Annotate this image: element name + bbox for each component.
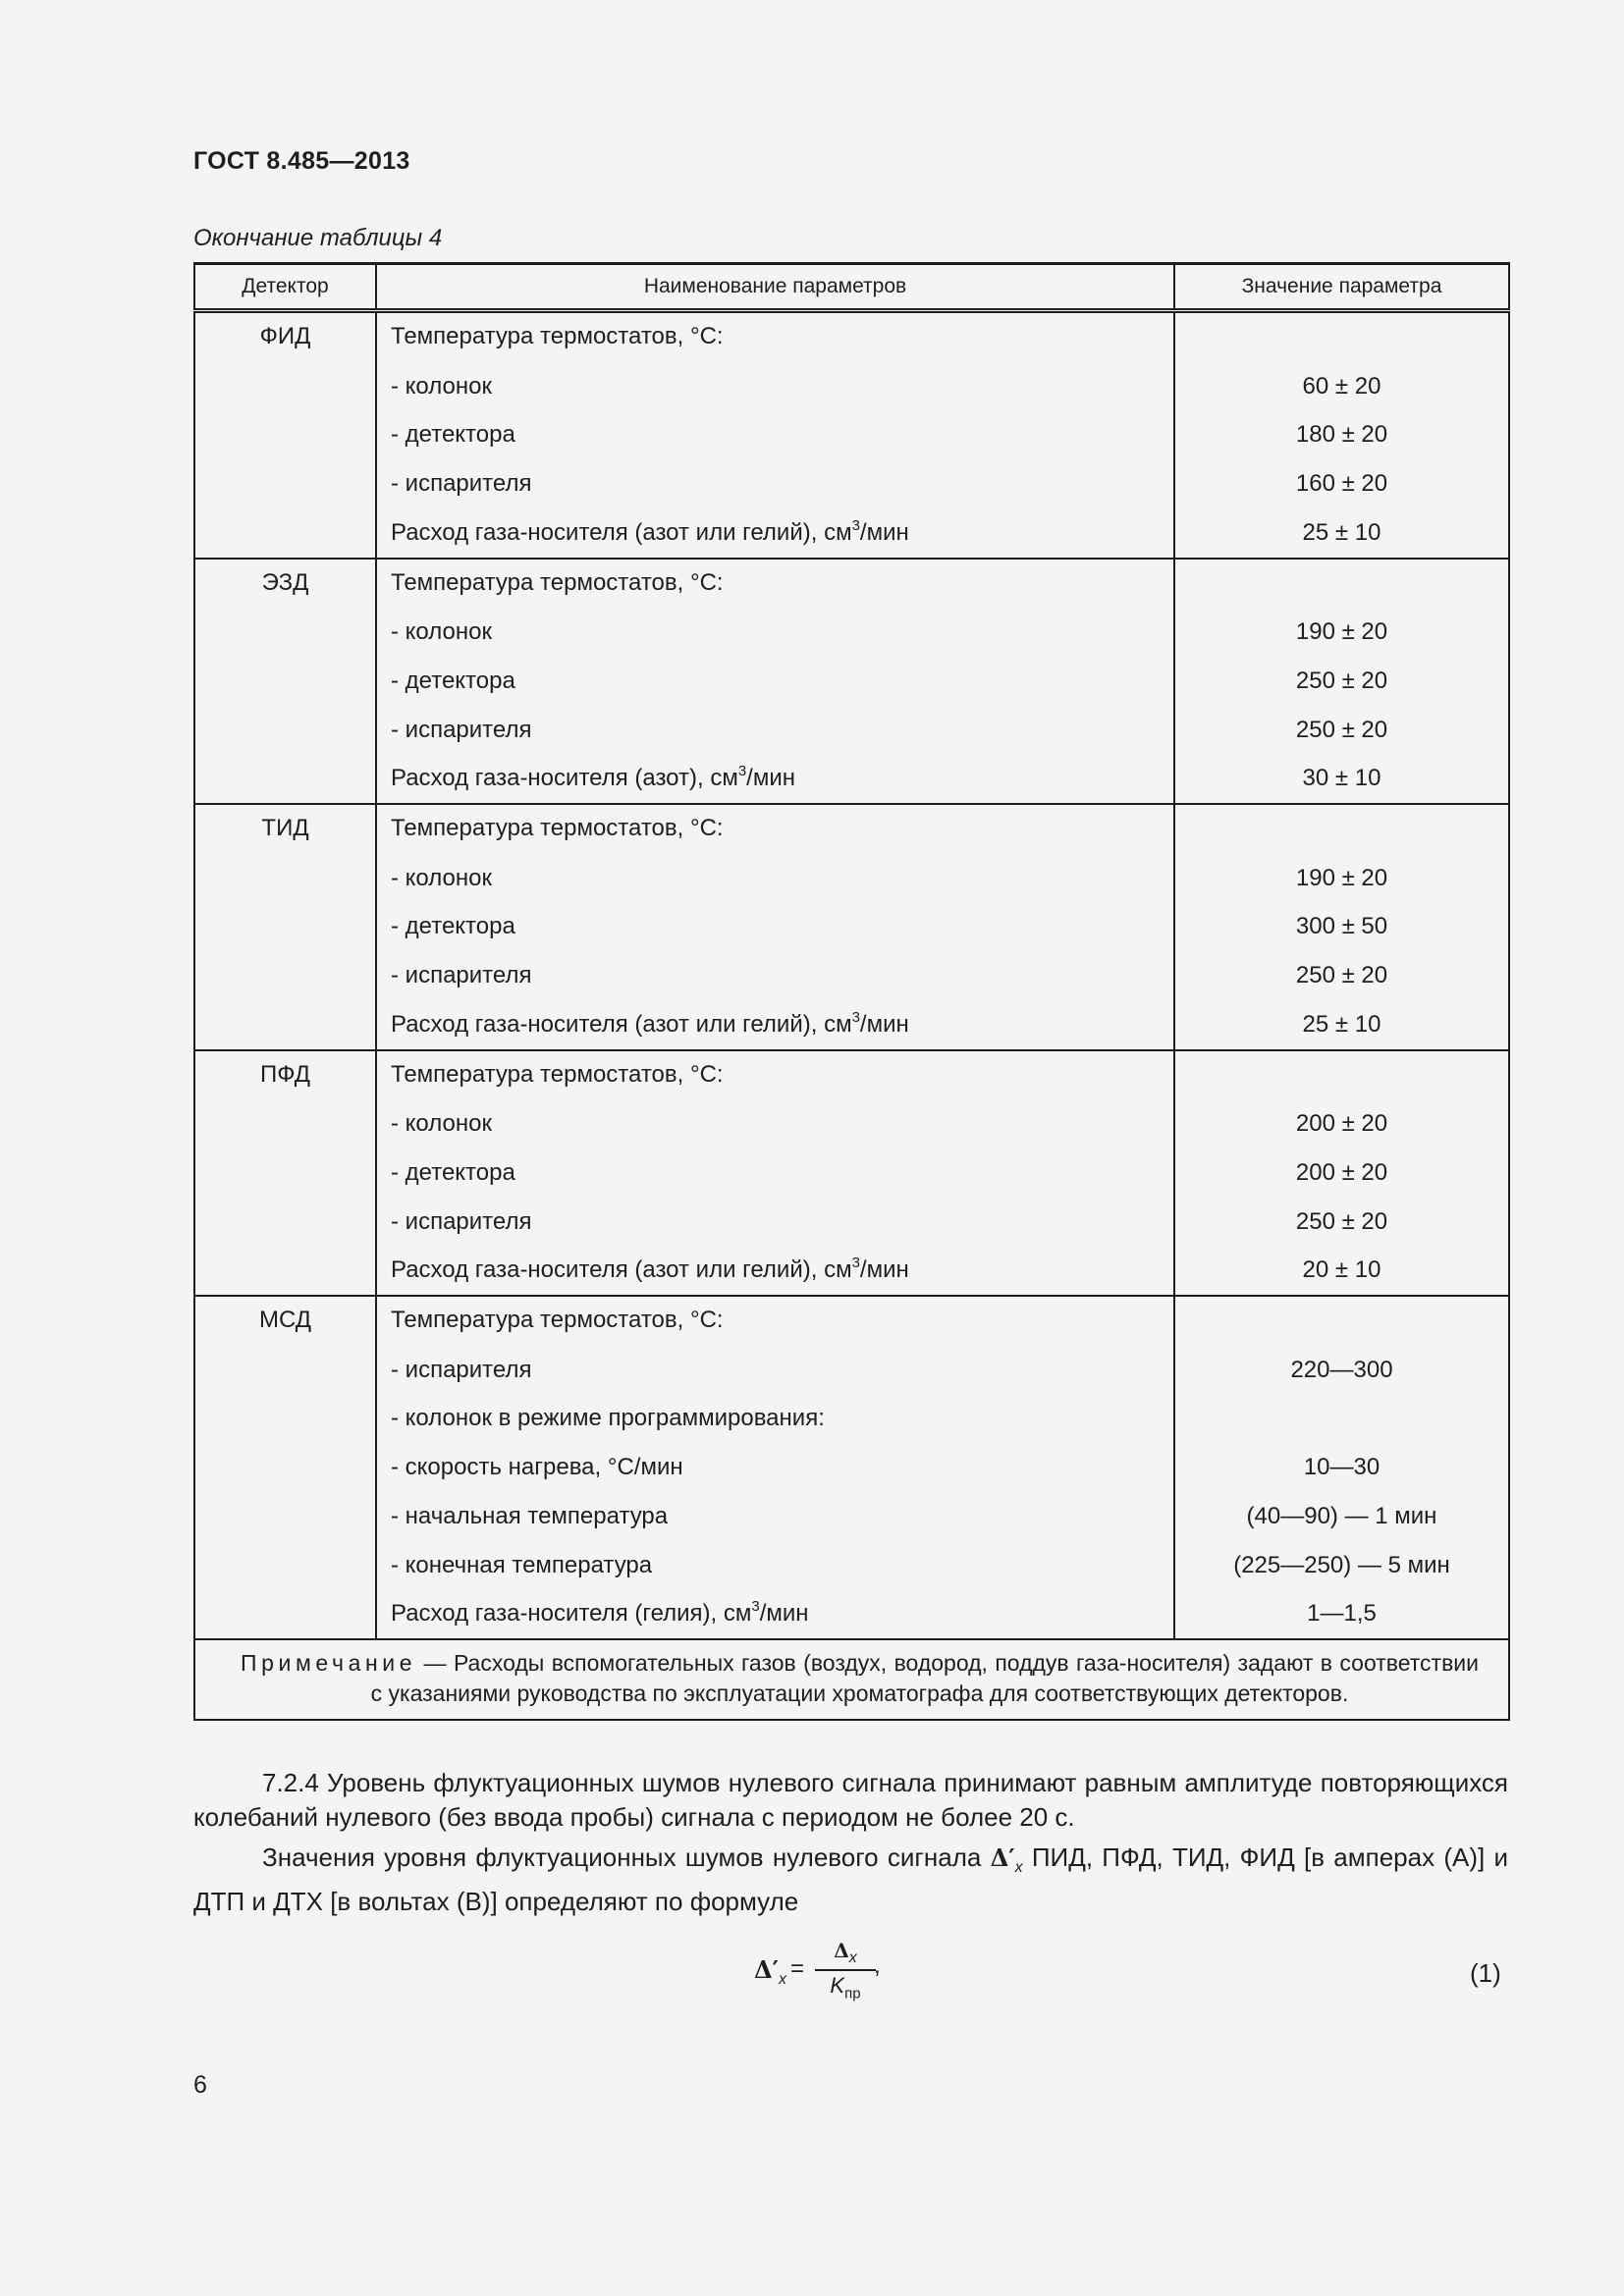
parameter-value-cell: 250 ± 20 [1174, 951, 1509, 1000]
table-row [194, 410, 1509, 459]
parameter-value-cell [1174, 1296, 1509, 1346]
table-row [194, 1000, 1509, 1050]
parameter-name: - испарителя [391, 470, 532, 498]
parameter-value-cell: (225—250) — 5 мин [1174, 1541, 1509, 1590]
unit-suffix: /мин [859, 1256, 909, 1284]
parameter-value-cell: 250 ± 20 [1174, 1198, 1509, 1247]
unit-exponent: 3 [851, 516, 860, 534]
parameter-name: - колонок [391, 1110, 492, 1138]
table-row [194, 754, 1509, 804]
parameter-name-cell [376, 854, 1174, 903]
formula-numerator-symbol: Δ [834, 1939, 849, 1962]
parameter-name-cell [376, 1443, 1174, 1492]
delta-prime-symbol: Δ′ [990, 1843, 1015, 1872]
parameter-name-cell [376, 1000, 1174, 1050]
parameter-value-cell [1174, 311, 1509, 362]
parameter-value-cell: 200 ± 20 [1174, 1148, 1509, 1198]
formula-denominator-subscript: пр [844, 1985, 861, 2002]
table-row [194, 951, 1509, 1000]
parameter-value-cell: 20 ± 10 [1174, 1246, 1509, 1296]
page-number: 6 [193, 2071, 207, 2099]
parameter-name-cell [376, 1541, 1174, 1590]
parameter-name: Температура термостатов, °С: [391, 1307, 724, 1333]
table-row [194, 1541, 1509, 1590]
parameter-name: - испарителя [391, 1356, 532, 1383]
column-header-value: Значение параметра [1174, 264, 1509, 311]
parameter-name: - начальная температура [391, 1502, 669, 1529]
table-row [194, 362, 1509, 411]
table-row [194, 1050, 1509, 1100]
unit-exponent: 3 [851, 1255, 860, 1272]
formula-denominator [815, 1971, 876, 2002]
parameter-name-cell [376, 410, 1174, 459]
parameter-value-cell: 250 ± 20 [1174, 657, 1509, 706]
parameter-name: - колонок [391, 372, 492, 400]
parameter-name-cell [376, 1492, 1174, 1541]
table-row [194, 1296, 1509, 1346]
parameter-name-cell [376, 559, 1174, 609]
parameter-name: - скорость нагрева, °С/мин [391, 1454, 683, 1481]
parameter-name-cell [376, 1346, 1174, 1395]
parameter-name-cell [376, 657, 1174, 706]
parameter-name: - испарителя [391, 1207, 532, 1235]
parameter-value-cell [1174, 1394, 1509, 1443]
parameter-value-cell: 180 ± 20 [1174, 410, 1509, 459]
parameter-value-cell: 250 ± 20 [1174, 706, 1509, 755]
table-row [194, 1246, 1509, 1296]
table-row [194, 1443, 1509, 1492]
parameter-name: Расход газа-носителя (азот или гелий), [391, 518, 825, 546]
parameter-name: - детектора [391, 421, 515, 449]
table-row [194, 804, 1509, 854]
paragraph-text-part-2: ПИД, ПФД, ТИД, ФИД [в амперах (А)] и ДТП и ДТХ [в вольтах (В)] определяют по формуле [193, 1842, 1508, 1917]
parameter-name-cell [376, 951, 1174, 1000]
table-row [194, 657, 1509, 706]
parameter-name: Температура термостатов, °С: [391, 815, 724, 841]
parameter-name: - детектора [391, 667, 515, 694]
formula-denominator-symbol: K [830, 1973, 845, 1998]
table-row [194, 1394, 1509, 1443]
parameter-name: Расход газа-носителя (азот или гелий), [391, 1256, 825, 1284]
parameter-value-cell: 220—300 [1174, 1346, 1509, 1395]
table-row [194, 1589, 1509, 1639]
parameter-value-cell: 25 ± 10 [1174, 1000, 1509, 1050]
formula-fraction [815, 1939, 876, 2002]
unit-suffix: /мин [859, 1010, 909, 1038]
parameter-name-cell [376, 1589, 1174, 1639]
note-text: — Расходы вспомогательных газов (воздух, водород, поддув газа-носителя) задают в соответствии с указаниями руководства по эксплуатации хроматографа для соответствующих детекторов. [370, 1649, 1479, 1706]
formula-lhs-subscript: x [778, 1970, 786, 1988]
parameter-value-cell: 190 ± 20 [1174, 854, 1509, 903]
parameter-name: Расход газа-носителя (азот или гелий), [391, 1010, 825, 1038]
parameter-name: Температура термостатов, °С: [391, 568, 724, 596]
parameter-name-cell [376, 754, 1174, 804]
parameter-name: - детектора [391, 913, 515, 940]
table-row [194, 1099, 1509, 1148]
formula-numerator [815, 1939, 876, 1971]
parameter-name: Расход газа-носителя (гелия), [391, 1600, 724, 1628]
unit-suffix: /мин [859, 518, 909, 546]
paragraph-7-2-4: 7.2.4 Уровень флуктуационных шумов нулевого сигнала принимают равным амплитуде повторяющихся колебаний нулевого (без ввода пробы) сигнала с периодом не более 20 с. [193, 1768, 1508, 1832]
unit-prefix: см [824, 1010, 852, 1038]
formula-equals: = [790, 1955, 805, 1982]
parameter-name-cell [376, 902, 1174, 951]
parameter-value-cell: 300 ± 50 [1174, 902, 1509, 951]
parameter-name: - конечная температура [391, 1551, 653, 1578]
table-row [194, 1492, 1509, 1541]
unit-prefix: см [824, 518, 852, 546]
unit-suffix: /мин [759, 1600, 809, 1628]
unit-prefix: см [723, 1600, 752, 1628]
parameter-value-cell [1174, 804, 1509, 854]
parameter-name-cell [376, 1198, 1174, 1247]
parameter-name-cell [376, 804, 1174, 854]
parameter-value-cell: 160 ± 20 [1174, 459, 1509, 508]
table-row [194, 1346, 1509, 1395]
formula-comma: , [874, 1952, 881, 1979]
parameter-name: - колонок в режиме программирования: [391, 1405, 825, 1432]
parameter-value-cell: 200 ± 20 [1174, 1099, 1509, 1148]
parameter-value-cell: 25 ± 10 [1174, 508, 1509, 559]
delta-subscript: x [1014, 1859, 1023, 1877]
table-row [194, 1198, 1509, 1247]
parameter-value-cell: 190 ± 20 [1174, 608, 1509, 657]
table-row [194, 1148, 1509, 1198]
parameter-name: Температура термостатов, °С: [391, 1060, 724, 1088]
formula-lhs [754, 1955, 786, 1989]
parameter-value-cell: (40—90) — 1 мин [1174, 1492, 1509, 1541]
parameter-value-cell: 10—30 [1174, 1443, 1509, 1492]
parameter-name-cell [376, 1148, 1174, 1198]
paragraph-text-part-1: Значения уровня флуктуационных шумов нулевого сигнала [262, 1842, 991, 1872]
unit-exponent: 3 [737, 763, 747, 780]
unit-prefix: см [824, 1256, 852, 1284]
parameter-name: - испарителя [391, 962, 532, 989]
table-row [194, 508, 1509, 559]
table-row [194, 608, 1509, 657]
unit-exponent: 3 [851, 1008, 860, 1026]
unit-prefix: см [710, 765, 738, 792]
note-label: Примечание [241, 1649, 417, 1676]
table-note-row [194, 1639, 1509, 1720]
table-row [194, 706, 1509, 755]
detector-cell: МСД [194, 1296, 376, 1639]
unit-exponent: 3 [751, 1598, 760, 1616]
parameter-name-cell [376, 608, 1174, 657]
parameter-name: - испарителя [391, 716, 532, 743]
parameter-name-cell [376, 362, 1174, 411]
table-caption: Окончание таблицы 4 [193, 225, 443, 251]
parameter-name-cell [376, 459, 1174, 508]
parameter-name-cell [376, 1050, 1174, 1100]
parameter-name-cell [376, 706, 1174, 755]
parameter-name: Температура термостатов, °С: [391, 323, 724, 349]
parameter-name-cell [376, 1394, 1174, 1443]
table-row [194, 902, 1509, 951]
parameter-name-cell [376, 1296, 1174, 1346]
paragraph-noise-values [193, 1841, 1508, 1919]
unit-suffix: /мин [746, 765, 795, 792]
parameter-value-cell: 30 ± 10 [1174, 754, 1509, 804]
parameter-name: Расход газа-носителя (азот), [391, 765, 711, 792]
table-note [194, 1639, 1509, 1720]
detector-cell: ТИД [194, 804, 376, 1050]
column-header-parameter: Наименование параметров [376, 264, 1174, 311]
parameter-name: - колонок [391, 618, 492, 646]
document-header: ГОСТ 8.485—2013 [193, 147, 410, 175]
parameter-value-cell: 60 ± 20 [1174, 362, 1509, 411]
formula-lhs-symbol: Δ′ [754, 1955, 779, 1984]
table-row [194, 459, 1509, 508]
parameter-value-cell: 1—1,5 [1174, 1589, 1509, 1639]
parameter-value-cell [1174, 559, 1509, 609]
parameter-value-cell [1174, 1050, 1509, 1100]
table-row [194, 854, 1509, 903]
table-header-row [194, 264, 1509, 311]
parameter-name: - колонок [391, 864, 492, 891]
formula-numerator-subscript: x [848, 1949, 857, 1966]
parameter-name-cell [376, 1246, 1174, 1296]
column-header-detector: Детектор [194, 264, 376, 311]
parameter-name-cell [376, 1099, 1174, 1148]
table-row [194, 311, 1509, 362]
detector-cell: ПФД [194, 1050, 376, 1297]
parameter-name-cell [376, 508, 1174, 559]
parameters-table [193, 262, 1510, 1721]
parameter-name-cell [376, 311, 1174, 362]
equation-number: (1) [1470, 1958, 1501, 1988]
parameter-name: - детектора [391, 1158, 515, 1186]
detector-cell: ЭЗД [194, 559, 376, 805]
table-row [194, 559, 1509, 609]
detector-cell: ФИД [194, 311, 376, 559]
